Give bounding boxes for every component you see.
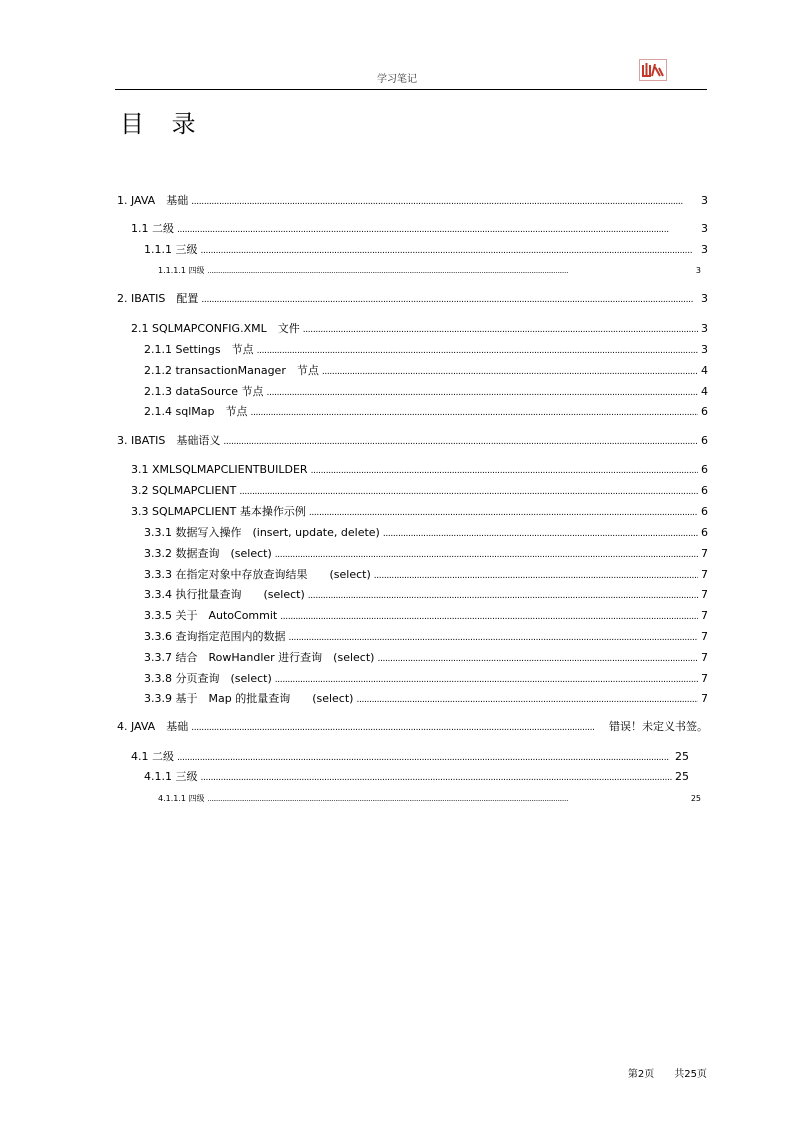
toc-entry[interactable] <box>131 750 689 765</box>
toc-entry-title: 3.3.1 数据写入操作 (insert, update, delete) <box>144 526 380 539</box>
toc-entry-page: 7 <box>701 692 708 705</box>
toc-entry-title: 2.1.2 transactionManager 节点 <box>144 364 319 377</box>
toc-leader <box>383 526 698 541</box>
toc-leader <box>303 322 698 337</box>
toc-entry[interactable] <box>144 672 708 687</box>
toc-leader <box>239 484 698 499</box>
toc-entry-page: 25 <box>675 770 689 783</box>
toc-leader <box>275 547 698 562</box>
toc-entry[interactable] <box>144 609 708 624</box>
toc-entry-title: 2.1 SQLMAPCONFIG.XML 文件 <box>131 322 300 335</box>
toc-entry-page: 3 <box>695 266 701 275</box>
toc-leader <box>356 692 698 707</box>
toc-leader <box>250 405 698 420</box>
toc-entry-page: 6 <box>701 434 708 447</box>
toc-entry-title: 2.1.1 Settings 节点 <box>144 343 254 356</box>
toc-entry-title: 4. JAVA 基础 <box>117 720 189 733</box>
toc-entry-page: 3 <box>701 222 708 235</box>
toc-leader <box>257 343 698 358</box>
toc-leader <box>201 243 699 258</box>
toc-entry-page: 3 <box>701 292 708 305</box>
toc-leader <box>377 651 698 666</box>
toc-entry[interactable] <box>131 222 708 237</box>
toc-entry-page: 3 <box>701 243 708 256</box>
toc-entry-page: 3 <box>701 194 708 207</box>
toc-entry-title: 4.1.1 三级 <box>144 770 198 783</box>
toc-entry-title: 4.1.1.1 四级 <box>158 794 205 803</box>
toc-entry-title: 3.3.9 基于 Map 的批量查询 (select) <box>144 692 354 705</box>
toc-entry-page: 6 <box>701 405 708 418</box>
toc-entry[interactable] <box>144 692 708 707</box>
toc-entry-title: 3.3.5 关于 AutoCommit <box>144 609 278 622</box>
toc-entry-title: 1.1.1.1 四级 <box>158 266 205 275</box>
toc-leader <box>208 792 688 806</box>
toc-entry[interactable] <box>144 651 708 666</box>
toc-leader <box>374 568 698 583</box>
toc-entry-title: 2.1.4 sqlMap 节点 <box>144 405 248 418</box>
toc-entry-page: 7 <box>701 672 708 685</box>
toc-entry-page: 7 <box>701 630 708 643</box>
toc-leader <box>267 385 698 400</box>
toc-entry-page: 25 <box>675 750 689 763</box>
toc-entry-page: 6 <box>701 484 708 497</box>
toc-entry-title: 3. IBATIS 基础语义 <box>117 434 221 447</box>
toc-entry-title: 3.3.3 在指定对象中存放查询结果 (select) <box>144 568 371 581</box>
toc-entry-title: 3.3.7 结合 RowHandler 进行查询 (select) <box>144 651 375 664</box>
toc-entry-page: 25 <box>690 794 701 803</box>
toc-entry[interactable] <box>144 770 689 785</box>
toc-leader <box>289 630 699 645</box>
toc-entry[interactable] <box>144 588 708 603</box>
toc-leader <box>191 720 595 735</box>
toc-entry-title: 3.3.2 数据查询 (select) <box>144 547 272 560</box>
toc-entry[interactable] <box>144 385 708 400</box>
toc-leader <box>177 750 672 765</box>
toc-entry[interactable] <box>144 243 708 258</box>
toc-leader <box>308 588 698 603</box>
toc-entry-page: 7 <box>701 609 708 622</box>
toc-entry-page: 7 <box>701 568 708 581</box>
toc-entry-title: 4.1 二级 <box>131 750 174 763</box>
toc-entry-page: 4 <box>701 364 708 377</box>
toc-entry[interactable] <box>131 484 708 499</box>
toc-entry[interactable] <box>131 322 708 337</box>
page-footer: 第2页 共25页 <box>627 1069 707 1080</box>
toc-entry-page: 3 <box>701 343 708 356</box>
toc-entry-page: 6 <box>701 463 708 476</box>
toc-leader <box>201 770 673 785</box>
toc-entry-title: 3.3.4 执行批量查询 (select) <box>144 588 305 601</box>
toc-leader <box>191 194 698 209</box>
toc-leader <box>201 292 698 307</box>
toc-leader <box>280 609 698 624</box>
toc-entry[interactable] <box>117 720 708 735</box>
toc-entry[interactable] <box>144 343 708 358</box>
toc-entry-page: 6 <box>701 505 708 518</box>
toc-entry-page: 错误！未定义书签。 <box>609 720 708 733</box>
toc-leader <box>208 264 693 278</box>
toc-entry-page: 3 <box>701 322 708 335</box>
toc-entry-page: 7 <box>701 588 708 601</box>
toc-entry-title: 3.3.6 查询指定范围内的数据 <box>144 630 286 643</box>
toc-leader <box>223 434 698 449</box>
toc-entry-title: 1.1.1 三级 <box>144 243 198 256</box>
toc-leader <box>275 672 698 687</box>
toc-entry-title: 3.3 SQLMAPCLIENT 基本操作示例 <box>131 505 306 518</box>
toc-entry[interactable] <box>158 792 701 806</box>
toc-entry-title: 1.1 二级 <box>131 222 174 235</box>
toc-leader <box>309 505 698 520</box>
toc-entry[interactable] <box>117 434 708 449</box>
toc-entry[interactable] <box>117 292 708 307</box>
toc-entry[interactable] <box>144 405 708 420</box>
toc-entry[interactable] <box>144 526 708 541</box>
toc-leader <box>177 222 698 237</box>
toc-leader <box>311 463 698 478</box>
toc-leader <box>322 364 698 379</box>
toc-entry[interactable] <box>117 194 708 209</box>
toc-entry[interactable] <box>144 630 708 645</box>
toc-entry[interactable] <box>144 568 708 583</box>
toc-entry[interactable] <box>131 463 708 478</box>
toc-entry-title: 3.2 SQLMAPCLIENT <box>131 484 237 497</box>
toc-entry-page: 7 <box>701 651 708 664</box>
toc-title: 目 录 <box>120 110 206 138</box>
toc-entry[interactable] <box>144 364 708 379</box>
toc-entry[interactable] <box>131 505 708 520</box>
toc-entry-title: 3.3.8 分页查询 (select) <box>144 672 272 685</box>
header-title: 学习笔记 <box>377 74 417 85</box>
toc-entry-page: 7 <box>701 547 708 560</box>
toc-entry[interactable] <box>144 547 708 562</box>
toc-entry-title: 2.1.3 dataSource 节点 <box>144 385 264 398</box>
toc-entry-title: 3.1 XMLSQLMAPCLIENTBUILDER <box>131 463 308 476</box>
toc-entry-page: 6 <box>701 526 708 539</box>
toc-entry[interactable] <box>158 264 701 278</box>
toc-entry-page: 4 <box>701 385 708 398</box>
toc-entry-title: 2. IBATIS 配置 <box>117 292 199 305</box>
toc-entry-title: 1. JAVA 基础 <box>117 194 189 207</box>
